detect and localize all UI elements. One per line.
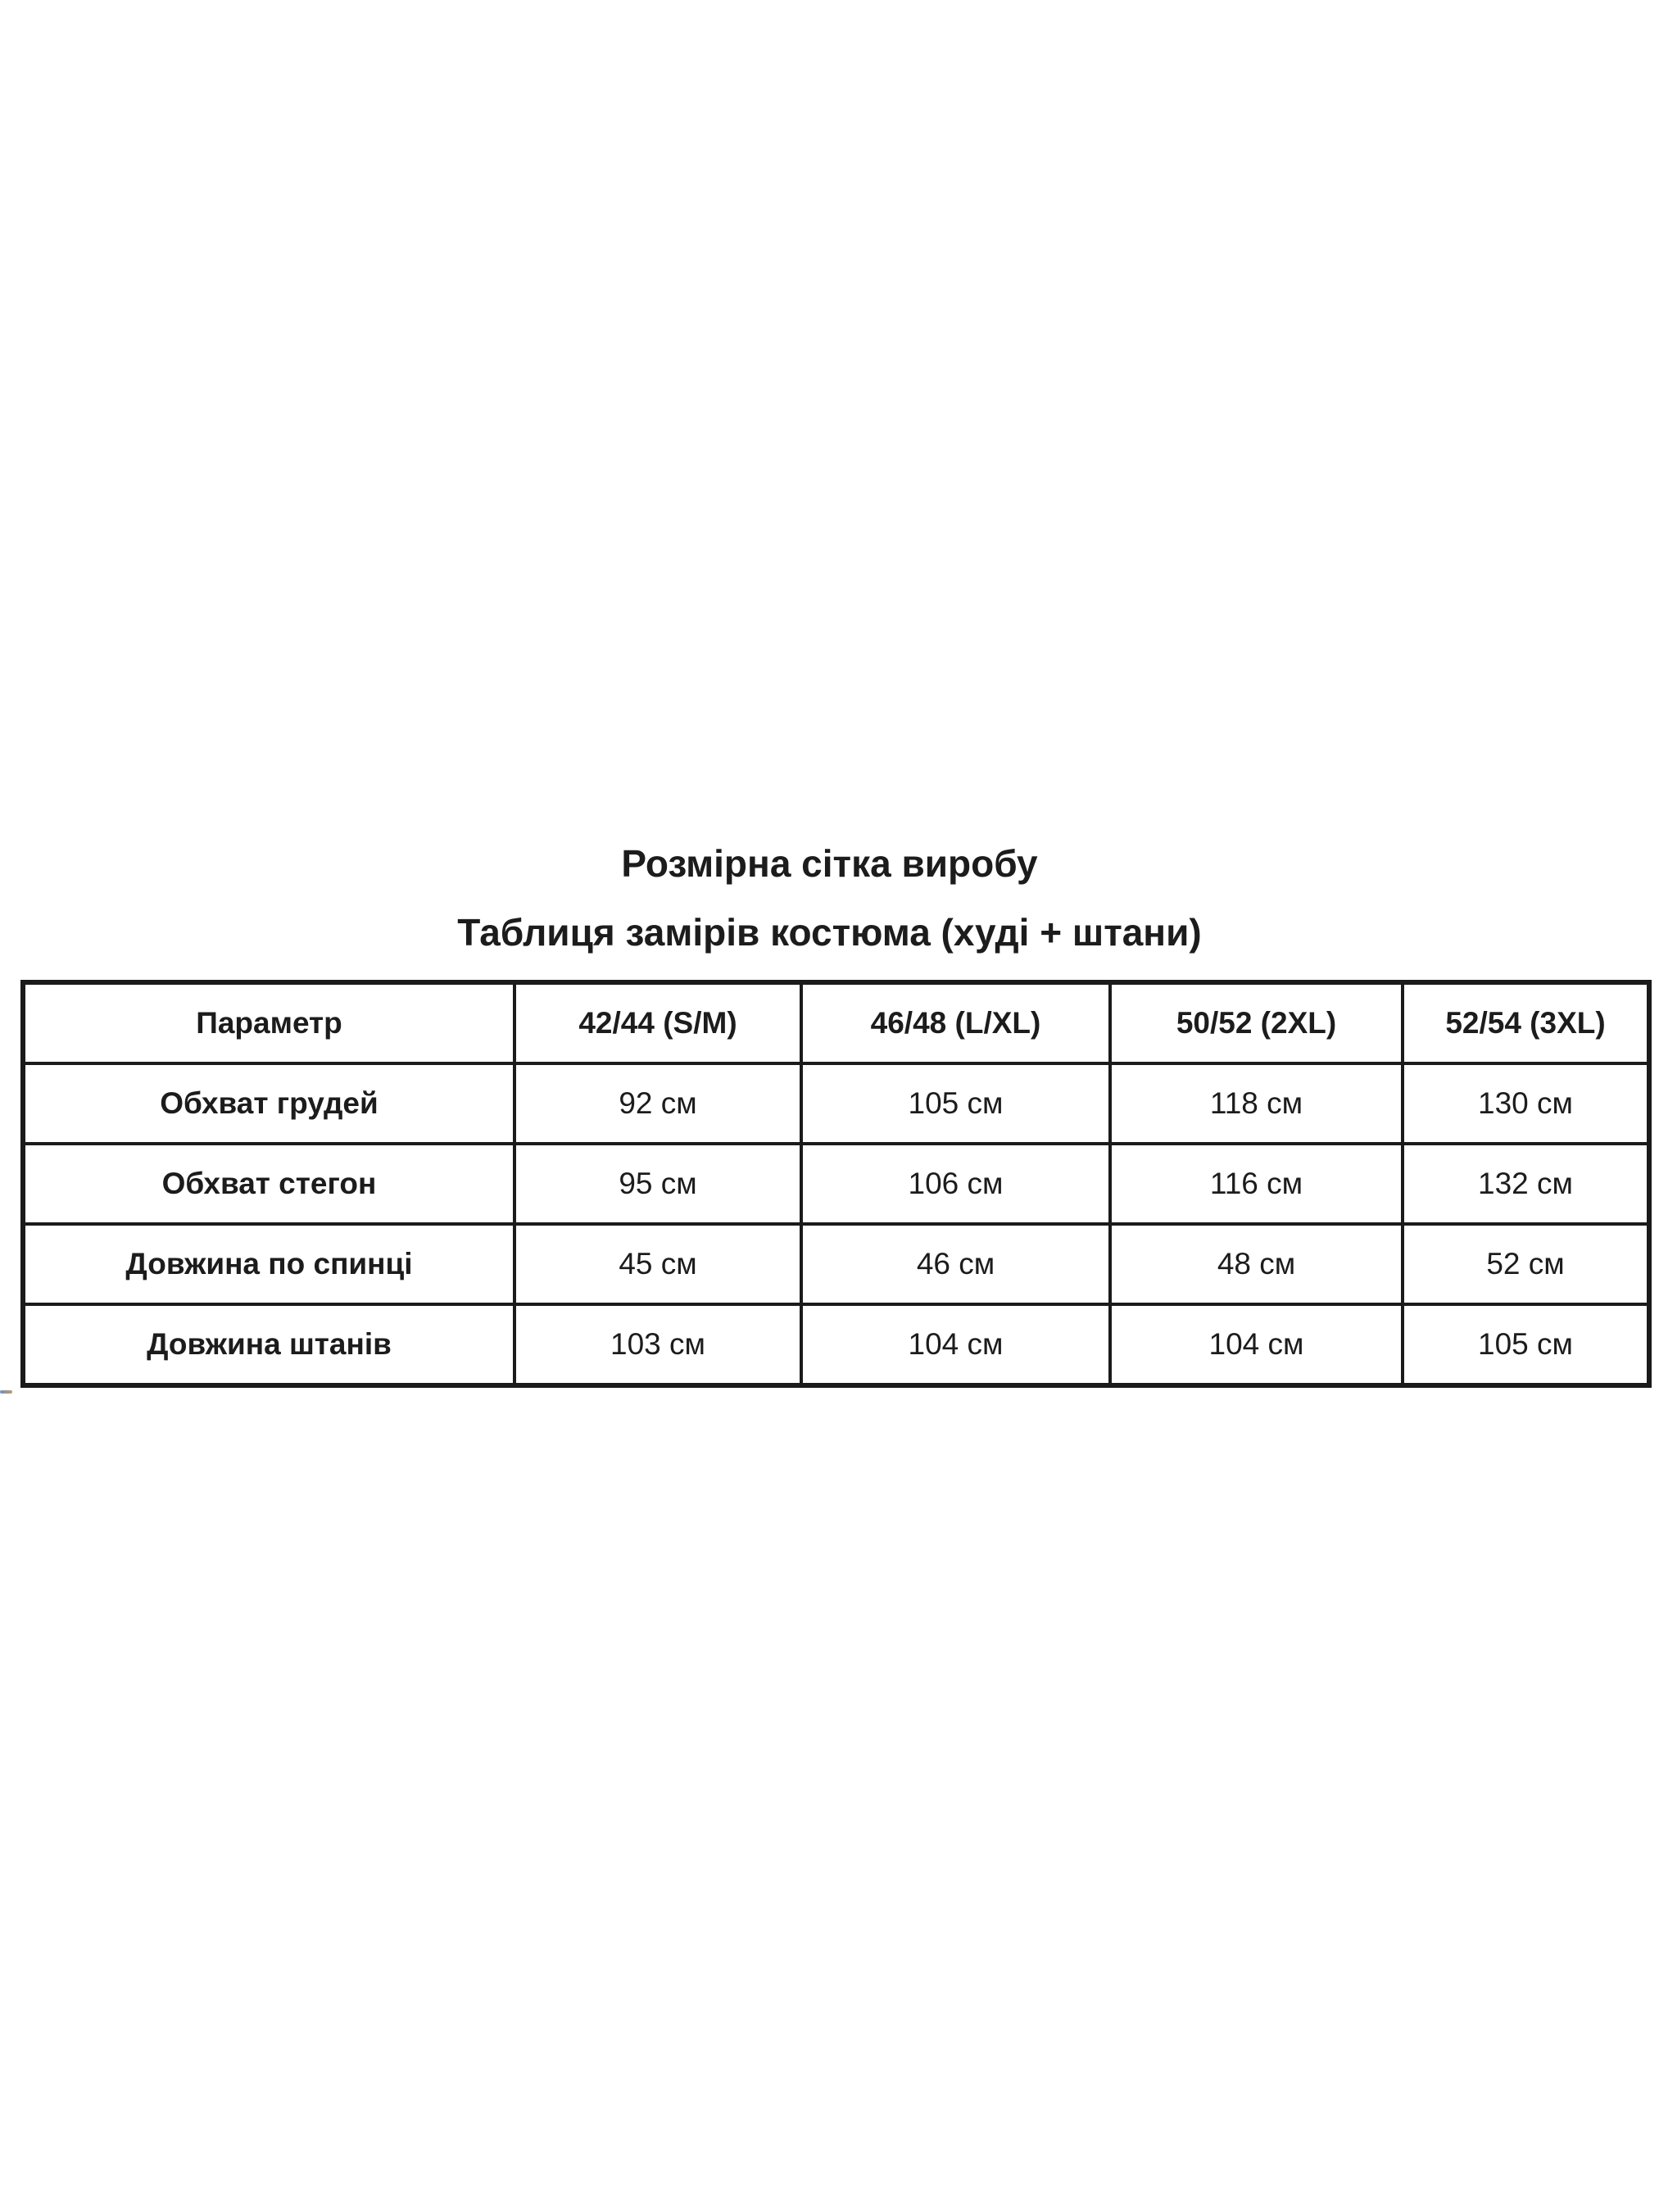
size-value-cell: 46 см xyxy=(801,1224,1110,1304)
column-header-size-2xl: 50/52 (2XL) xyxy=(1110,982,1403,1063)
row-label-pants-length: Довжина штанів xyxy=(23,1304,514,1385)
size-value-cell: 104 см xyxy=(801,1304,1110,1385)
size-table xyxy=(20,980,1652,1388)
size-value-cell: 95 см xyxy=(514,1144,801,1224)
size-value-cell: 106 см xyxy=(801,1144,1110,1224)
size-value-cell: 116 см xyxy=(1110,1144,1403,1224)
page-subtitle: Таблиця замірів костюма (худі + штани) xyxy=(457,911,1202,954)
size-value-cell: 45 см xyxy=(514,1224,801,1304)
size-value-cell: 105 см xyxy=(1403,1304,1649,1385)
size-value-cell: 105 см xyxy=(801,1063,1110,1144)
header-row xyxy=(23,982,1649,1063)
row-label-chest: Обхват грудей xyxy=(23,1063,514,1144)
table-row-hips xyxy=(23,1144,1649,1224)
size-value-cell: 104 см xyxy=(1110,1304,1403,1385)
size-value-cell: 103 см xyxy=(514,1304,801,1385)
table-row-chest xyxy=(23,1063,1649,1144)
column-header-size-sm: 42/44 (S/M) xyxy=(514,982,801,1063)
size-value-cell: 130 см xyxy=(1403,1063,1649,1144)
stray-mark xyxy=(0,1390,12,1394)
table-row-back-length xyxy=(23,1224,1649,1304)
size-value-cell: 118 см xyxy=(1110,1063,1403,1144)
column-header-size-lxl: 46/48 (L/XL) xyxy=(801,982,1110,1063)
page-title: Розмірна сітка виробу xyxy=(621,842,1038,885)
table-row-pants-length xyxy=(23,1304,1649,1385)
size-value-cell: 92 см xyxy=(514,1063,801,1144)
row-label-back-length: Довжина по спинці xyxy=(23,1224,514,1304)
size-value-cell: 48 см xyxy=(1110,1224,1403,1304)
size-value-cell: 52 см xyxy=(1403,1224,1649,1304)
column-header-parameter: Параметр xyxy=(23,982,514,1063)
column-header-size-3xl: 52/54 (3XL) xyxy=(1403,982,1649,1063)
row-label-hips: Обхват стегон xyxy=(23,1144,514,1224)
size-value-cell: 132 см xyxy=(1403,1144,1649,1224)
